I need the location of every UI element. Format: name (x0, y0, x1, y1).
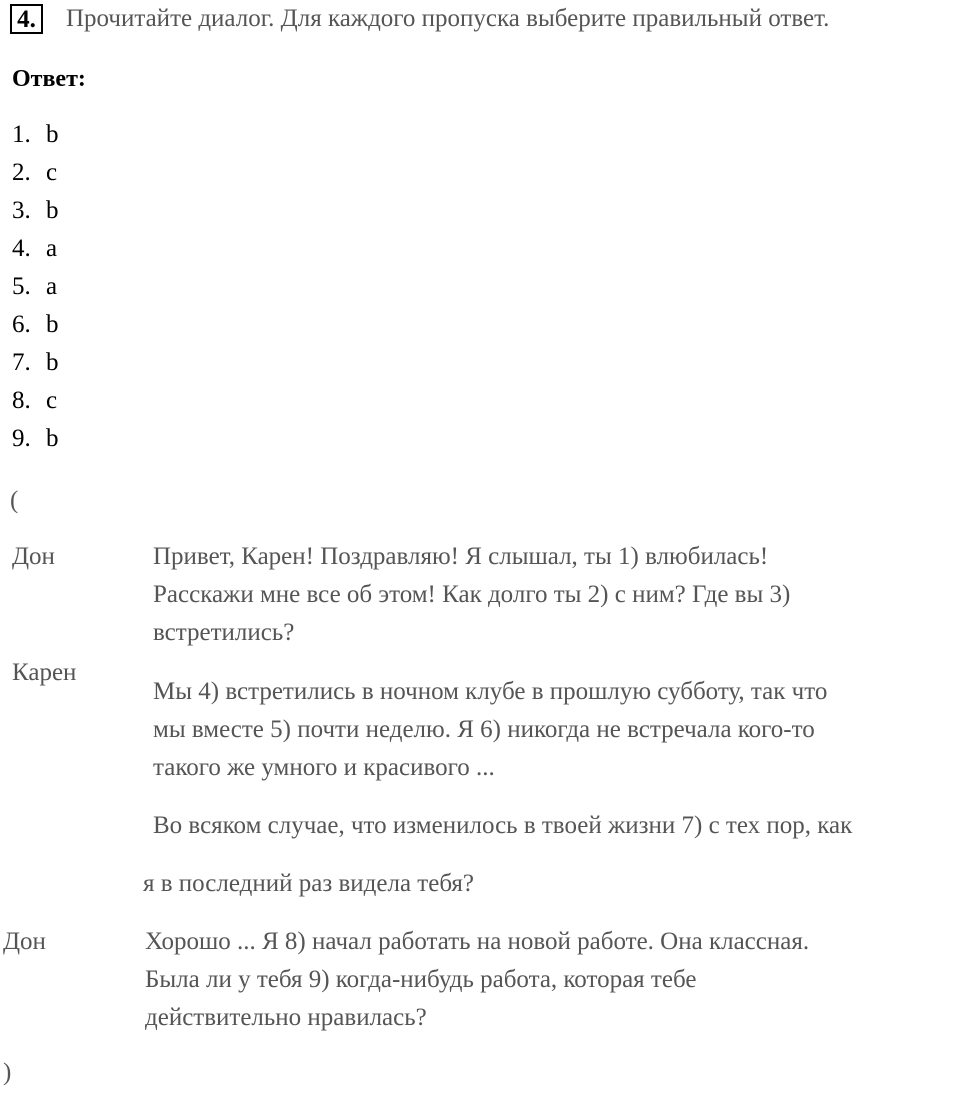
speaker-karen: Карен (12, 659, 77, 686)
dialog-line: Была ли у тебя 9) когда-нибудь работа, которая тебе (145, 966, 697, 993)
answer-value: b (46, 121, 59, 148)
dialog-line: действительно нравилась? (145, 1004, 427, 1031)
answer-value: a (46, 273, 58, 300)
answer-number: 1. (12, 121, 31, 148)
open-parenthesis: ( (10, 487, 19, 514)
answer-item (12, 234, 57, 264)
speaker-don: Дон (12, 543, 55, 570)
answer-item (12, 348, 59, 378)
task-number: 4. (10, 4, 43, 34)
answer-value: b (46, 311, 59, 338)
answer-number: 2. (12, 159, 31, 186)
answer-number: 8. (12, 387, 31, 414)
dialog-line: Хорошо ... Я 8) начал работать на новой работе. Она классная. (145, 928, 810, 955)
dialog-line: я в последний раз видела тебя? (143, 870, 475, 897)
answer-value: c (46, 387, 58, 414)
dialog-line: Привет, Карен! Поздравляю! Я слышал, ты 1) влюбилась! (153, 543, 769, 570)
answer-item (12, 424, 59, 454)
dialog-line: Расскажи мне все об этом! Как долго ты 2) с ним? Где вы 3) (153, 581, 791, 608)
answer-item (12, 120, 59, 150)
answer-value: b (46, 197, 59, 224)
answer-number: 4. (12, 235, 31, 262)
answer-number: 3. (12, 197, 31, 224)
answer-value: b (46, 349, 59, 376)
answer-number: 7. (12, 349, 31, 376)
answer-value: a (46, 235, 58, 262)
dialog-line: Во всяком случае, что изменилось в твоей жизни 7) с тех пор, как (153, 812, 853, 839)
answer-item (12, 310, 59, 340)
dialog-line: Мы 4) встретились в ночном клубе в прошлую субботу, так что (153, 678, 828, 705)
answer-item (12, 386, 57, 416)
answer-item (12, 196, 59, 226)
dialog-line: мы вместе 5) почти неделю. Я 6) никогда не встречала кого-то (153, 716, 815, 743)
answer-number: 6. (12, 311, 31, 338)
answer-item (12, 272, 57, 302)
dialog-line: такого же умного и красивого ... (153, 754, 495, 781)
answer-number: 9. (12, 425, 31, 452)
answer-label: Ответ: (12, 66, 86, 92)
speaker-don: Дон (3, 928, 46, 955)
dialog-line: встретились? (153, 619, 295, 646)
answer-value: c (46, 159, 58, 186)
task-instruction: Прочитайте диалог. Для каждого пропуска выберите правильный ответ. (66, 5, 830, 32)
answer-number: 5. (12, 273, 31, 300)
close-parenthesis: ) (3, 1059, 12, 1086)
answer-value: b (46, 425, 59, 452)
answer-item (12, 158, 57, 188)
